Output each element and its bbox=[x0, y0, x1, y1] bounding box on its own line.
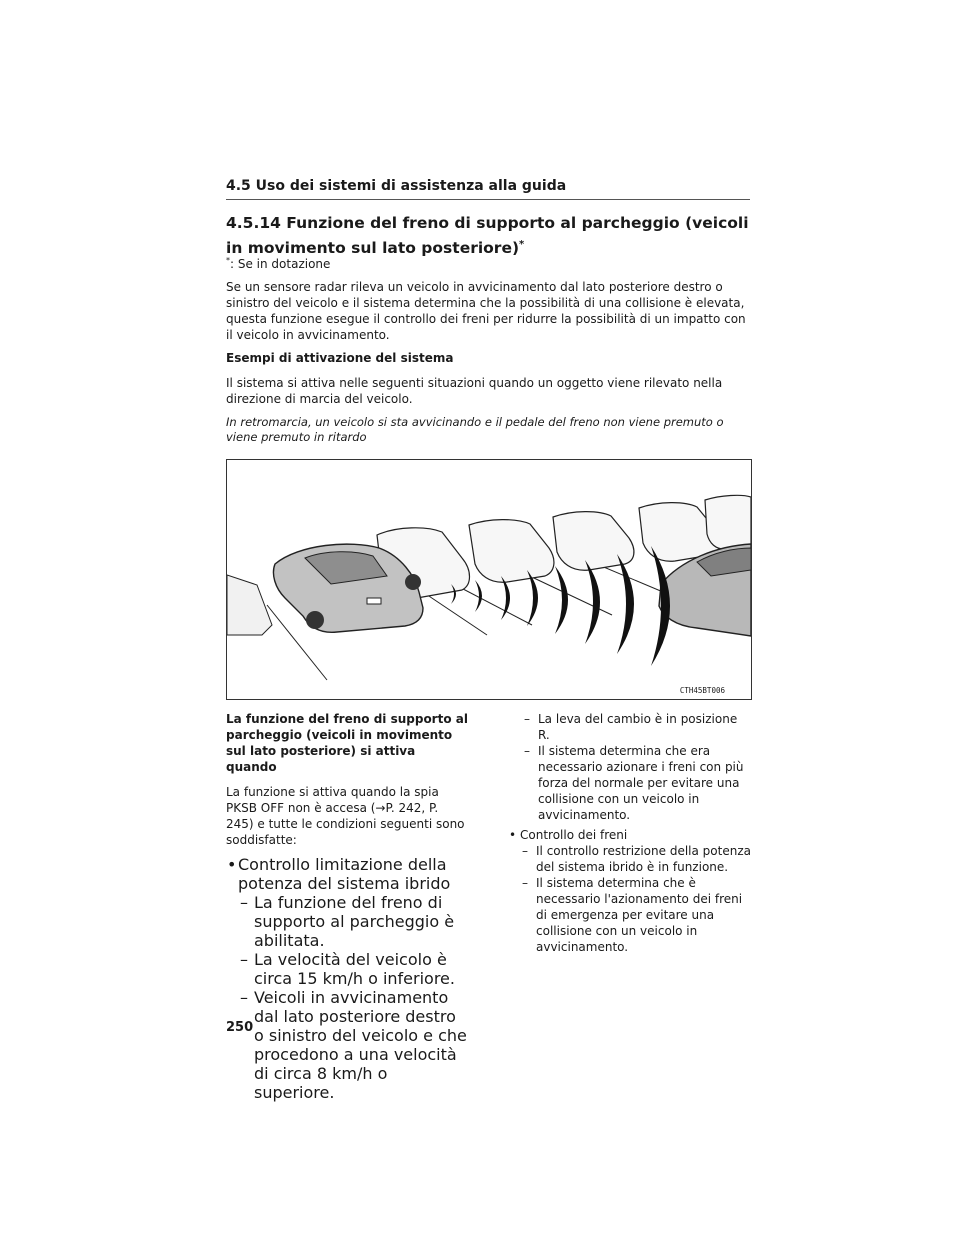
list-item: – La funzione del freno di supporto al parcheggio è abilitata. bbox=[240, 893, 468, 950]
intro-paragraph: Se un sensore radar rileva un veicolo in avvicinamento dal lato posteriore destro o sinistro del veicolo e il sistema determina che la possibilità di una collisione è elevata, questa funzione esegue il controllo dei freni per ridurre la possibilità di un impatto con il veicolo in avvicinamento. bbox=[226, 280, 746, 342]
condition-label: Controllo dei freni bbox=[520, 828, 628, 842]
section-header: 4.5 Uso dei sistemi di assistenza alla guida bbox=[226, 178, 567, 194]
section-divider bbox=[226, 199, 750, 200]
activation-intro bbox=[226, 711, 468, 1106]
condition-list-right bbox=[508, 827, 752, 955]
list-item: – Il controllo restrizione della potenza del sistema ibrido è in funzione. bbox=[522, 843, 752, 875]
condition-list-left bbox=[226, 855, 468, 1102]
activation-heading: La funzione del freno di supporto al parcheggio (veicoli in movimento sul lato posteriore) si attiva quando bbox=[226, 712, 468, 774]
footnote-marker: * bbox=[226, 256, 230, 265]
parking-scene-drawing bbox=[227, 460, 751, 699]
figure-caption: In retromarcia, un veicolo si sta avvicinando e il pedale del freno non viene premuto o viene premuto in ritardo bbox=[226, 415, 724, 444]
title-marker: * bbox=[519, 239, 525, 250]
page-title bbox=[226, 212, 750, 259]
examples-paragraph: Il sistema si attiva nelle seguenti situazioni quando un oggetto viene rilevato nella direzione di marcia del veicolo. bbox=[226, 376, 723, 406]
page-number: 250 bbox=[226, 1020, 254, 1035]
activation-paragraph: La funzione si attiva quando la spia PKSB OFF non è accesa (→P. 242, P. 245) e tutte le condizioni seguenti sono soddisfatte: bbox=[226, 785, 465, 847]
equipment-footnote bbox=[226, 256, 330, 271]
examples-heading: Esempi di attivazione del sistema bbox=[226, 351, 454, 365]
activation-continued bbox=[508, 711, 752, 959]
list-item: – La velocità del veicolo è circa 15 km/h o inferiore. bbox=[240, 950, 468, 988]
figure-code: CTH45BT006 bbox=[679, 686, 725, 695]
list-item bbox=[226, 855, 468, 1102]
list-item: – Veicoli in avvicinamento dal lato posteriore destro o sinistro del veicolo e che procedono a una velocità di circa 8 km/h o superiore. bbox=[240, 988, 468, 1102]
sub-condition-list bbox=[238, 893, 468, 1102]
footnote-text: : Se in dotazione bbox=[230, 257, 331, 271]
sub-condition-list-continued bbox=[508, 711, 752, 823]
sub-condition-list bbox=[520, 843, 752, 955]
list-item: – La leva del cambio è in posizione R. bbox=[524, 711, 752, 743]
page-title-text: 4.5.14 Funzione del freno di supporto al parcheggio (veicoli in movimento sul lato posteriore) bbox=[226, 214, 749, 258]
list-item: – Il sistema determina che è necessario l'azionamento dei freni di emergenza per evitare una collisione con un veicolo in avvicinamento. bbox=[522, 875, 752, 955]
list-item: – Il sistema determina che era necessario azionare i freni con più forza del normale per evitare una collisione con un veicolo in avvicinamento. bbox=[524, 743, 752, 823]
condition-label: Controllo limitazione della potenza del sistema ibrido bbox=[238, 855, 451, 893]
list-item bbox=[508, 827, 752, 955]
parking-illustration bbox=[226, 459, 752, 700]
